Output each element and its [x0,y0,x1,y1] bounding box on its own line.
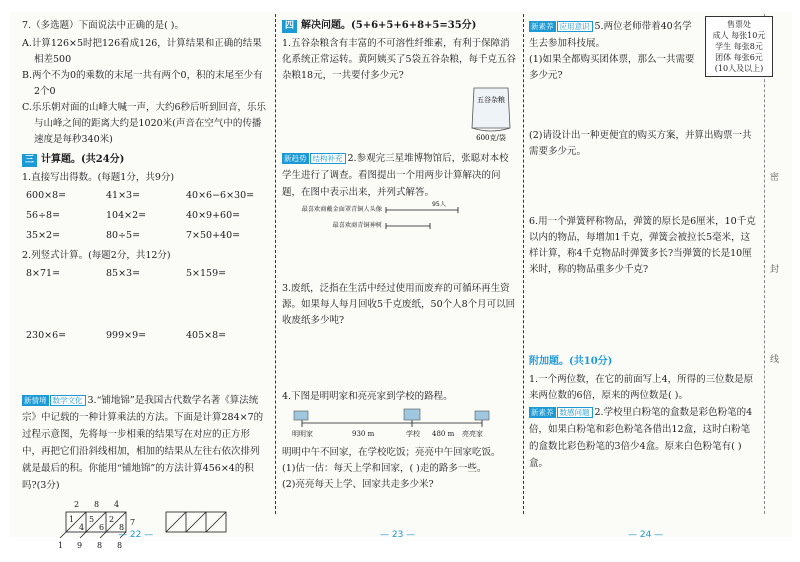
lattice-bottom-digit: 9 [77,541,83,550]
question-4-sub1: (1)估一估：每天上学和回家，( )走的路多一些。 [282,463,487,474]
bar-value: 95人 [432,201,447,208]
question-1-text: 1.五谷杂粮含有丰富的不可溶性纤维素，有利于保障消化系统正常运转。黄阿姨买了5袋五谷杂粮，每千克五谷杂粮18元，一共要付多少元? [282,38,517,81]
question-7-stem: 7.（多选题）下面说法中正确的是( )。 [22,20,184,31]
location-label: 学校 [406,430,420,438]
calc-item: 405×8= [186,330,227,341]
option-a: A.计算126×5时把126看成126，计算结果和正确的结果相差500 [22,38,262,65]
question-3-text: 3.废纸，泛指在生活中经过使用而废弃的可循环再生资源。如果每人每月回收5千克废纸，50个人8个月可以回收废纸多少吨? [282,283,516,326]
question-5-sub2: (2)请设计出一种更便宜的购买方案，并算出购票一共需要多少元。 [529,130,752,157]
question-3 [22,392,268,494]
question-4-text: 4.下图是明明家和亮亮家到学校的路程。 [282,391,453,402]
section-badge: 三 [22,154,37,167]
tag-application: 应用意识 [557,21,593,32]
calc-item: 230×6= [26,330,67,341]
calc-item: 5×159= [186,268,227,279]
bonus-question-2-text: 2.学校里白粉笔的盒数是彩色粉笔的4倍，如果白粉笔和彩色粉笔各借出12盒，这时白粉笔的盒数比彩色粉笔的3倍少4盒。原来白色粉笔有( )盒。 [529,407,753,469]
calc-item: 85×3= [106,268,141,279]
seal-char: 密 [770,173,780,183]
calc-item: 40×6−6×30= [186,190,255,201]
lattice-cell-digit: 6 [99,523,105,532]
page-number: — 22 — [118,530,154,540]
calc-item: 40×9+60= [186,210,241,221]
distance-label: 480 m [432,430,455,438]
lattice-bottom-digit: 8 [117,541,123,550]
tag-number-sense: 数感问题 [557,407,593,418]
calc-item: 600×8= [26,190,67,201]
lattice-top-digit: 2 [74,500,80,509]
option-b: B.两个不为0的乘数的末尾一共有两个0，积的末尾至少有2个0 [22,70,263,97]
question-2-stem: 2.列竖式计算。(每题2分，共12分) [22,250,171,261]
bonus-question-2 [529,404,777,472]
lattice-cell-digit: 5 [89,515,95,524]
question-4-note: 明明中午不回家，在学校吃饭；亮亮中午回家吃饭。 [282,447,501,458]
bag-weight: 600克/袋 [476,134,506,142]
oral-calc-grid [26,188,268,244]
question-5-block [529,18,777,84]
question-6-text: 6.用一个弹簧秤称物品，弹簧的原长是6厘米，10千克以内的物品，每增加1千克，弹簧会被拉长5毫米，这样计算，称4千克物品时弹簧多长?当弹簧的长是10厘米时，称的物品重多少千克? [529,216,756,275]
question-5-sub1: (1)如果全都购买团体票，那么一共需要多少元? [529,54,695,81]
tag-structure: 结构补充 [310,153,346,164]
seal-char: 线 [770,355,780,365]
lattice-bottom-digit: 1 [58,541,64,550]
lattice-right-digit: 7 [130,518,136,527]
calc-item: 8×71= [26,268,61,279]
vertical-calc-row [26,266,268,282]
tag-new-context: 新情境 [24,396,47,405]
page-number: — 23 — [380,530,416,540]
bonus-question-1: 1.一个两位数，在它的前面写上4，所得的三位数是原来两位数的6倍，原来的两位数是( )。 [529,374,754,401]
calc-item: 7×50+40= [186,230,241,241]
tag-new-trend: 新趋势 [284,154,307,163]
price-board-title: 售票处 [727,20,751,29]
calc-item: 999×9= [106,330,147,341]
lattice-multiplication-diagram [22,498,268,556]
lattice-cell-digit: 8 [119,523,125,532]
column-page-24 [529,18,780,513]
question-2 [282,150,518,201]
calc-item: 56÷8= [26,210,61,221]
lattice-cell-digit: 1 [69,515,75,524]
bar-label-tree: 最喜欢商青铜神树 [332,222,382,229]
question-1-stem: 1.直接写出得数。(每题1分，共9分) [22,172,175,183]
column-divider [275,14,276,514]
question-5 [529,18,697,52]
seal-char: 封 [770,265,780,275]
question-2-text: 2.参观完三星堆博物馆后，张聪对本校学生进行了调查。看图提出一个用两步计算解决的问题，在图中表示出来，并列式解答。 [282,153,509,198]
tag-new-literacy: 新素养 [531,22,554,31]
lattice-bottom-digit: 8 [97,541,103,550]
calc-item: 41×3= [106,190,141,201]
ticket-price-board [705,16,773,77]
price-line: 学生 每张8元 [715,42,763,51]
price-line: (10人及以上) [714,64,764,73]
section-3-header [22,152,268,168]
question-4-sub2: (2)亮亮每天上学、回家共走多少米? [282,479,434,490]
route-diagram [282,405,518,439]
lattice-cell-digit: 4 [79,523,85,532]
section-title: 解决问题。(5+6+5+6+8+5=35分) [301,20,477,31]
section-4-header [282,18,518,34]
location-label: 亮亮家 [462,430,483,438]
bar-comparison-diagram [282,201,518,237]
column-divider [523,14,524,514]
lattice-top-digit: 8 [94,500,100,509]
section-title: 计算题。(共24分) [41,154,125,165]
vertical-calc-row [26,328,268,344]
option-c: C.乐乐朝对面的山峰大喊一声，大约6秒后听到回音，乐乐与山峰之间的距离大约是1020米(声音在空气中的传播速度是每秒340米) [22,102,266,145]
bonus-section-title: 附加题。(共10分) [529,356,613,367]
page-number: — 24 — [628,530,664,540]
bag-label: 五谷杂粮 [477,96,505,104]
grain-bag-illustration [282,84,518,144]
calc-item: 35×2= [26,230,61,241]
lattice-cell-digit: 2 [109,515,115,524]
tag-math-culture: 数学文化 [50,395,86,406]
price-line: 成人 每张10元 [712,31,766,40]
lattice-top-digit: 4 [114,500,120,509]
question-3-text: 3.“铺地锦”是我国古代数学名著《算法统宗》中记载的一种计算乘法的方法。下面是计算284×7的过程示意图，先将每一步相乘的结果写在对应的正方形中，再把它们沿斜线相加，相加的结果从左往右依次排列就是最后的积。你能用“铺地锦”的方法计算456×4的积吗?(3分) [22,395,264,491]
calc-item: 104×2= [106,210,147,221]
section-badge: 四 [282,20,297,33]
location-label: 明明家 [292,430,313,438]
bar-label-mask: 最喜欢商戴金面罩青铜人头像 [301,206,382,213]
calc-item: 80÷5= [106,230,141,241]
question-5-text: 5.两位老师带着40名学生去参加科技展。 [529,21,692,49]
distance-label: 930 m [352,430,375,438]
column-page-23 [282,18,518,513]
tag-new-literacy: 新素养 [531,408,554,417]
price-line: 团体 每张6元 [715,53,763,62]
